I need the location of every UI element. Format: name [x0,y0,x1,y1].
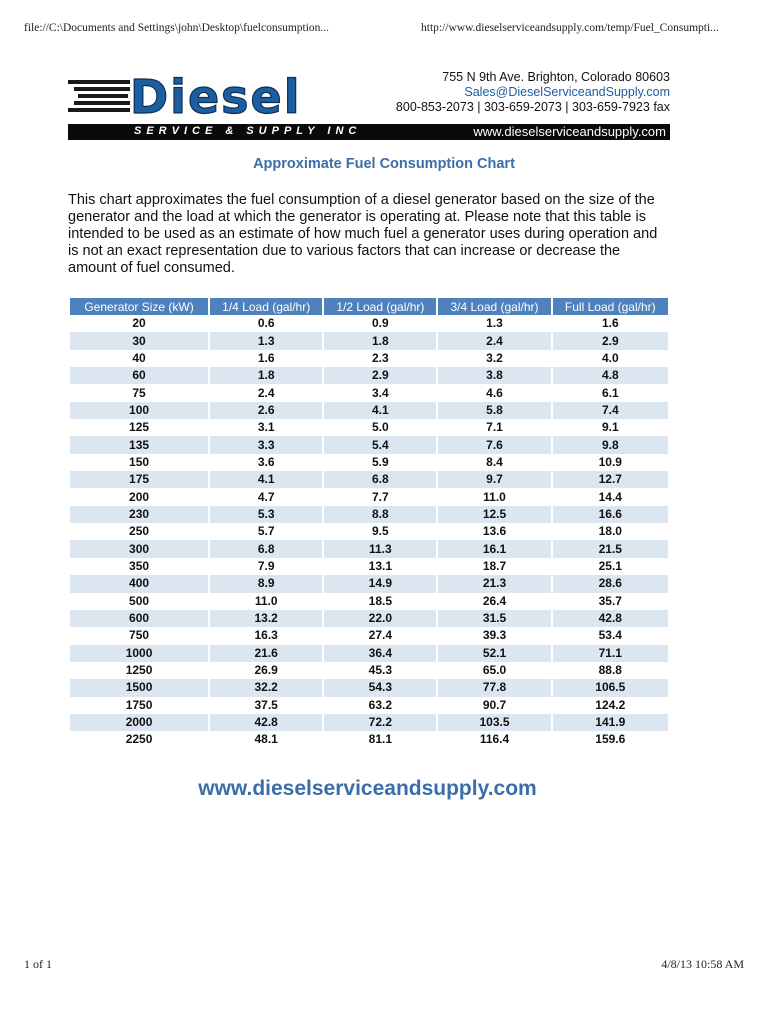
fuel-rate-cell: 5.7 [257,524,275,539]
generator-size-cell: 175 [70,471,208,488]
fuel-rate-cell: 81.1 [368,732,393,747]
table-header-row [70,298,668,315]
generator-size-cell: 20 [132,316,146,331]
table-row [70,454,668,471]
fuel-rate-cell: 88.8 [598,663,622,678]
fuel-rate-cell: 0.9 [372,316,389,331]
fuel-rate-cell: 7.6 [438,436,550,453]
generator-size-cell: 2250 [125,732,153,747]
generator-size-cell: 1250 [125,663,153,678]
fuel-rate-cell: 21.5 [553,540,668,557]
fuel-rate-cell: 1.3 [210,332,322,349]
fuel-rate-cell: 7.9 [257,558,275,573]
table-row [70,645,668,662]
fuel-rate-cell: 18.7 [482,558,507,573]
table-row [70,332,668,349]
company-tagline: SERVICE & SUPPLY INC [134,125,362,137]
fuel-rate-cell: 2.9 [553,332,668,349]
fuel-rate-cell: 3.4 [372,385,389,400]
generator-size-cell: 60 [70,367,208,384]
contact-block [396,70,670,115]
fuel-rate-cell: 37.5 [254,697,278,712]
table-row [70,679,668,696]
column-header: 1/2 Load (gal/hr) [324,298,436,315]
fuel-rate-cell: 18.0 [598,524,622,539]
fuel-rate-cell: 11.0 [254,593,278,608]
fuel-rate-cell: 25.1 [598,558,622,573]
fuel-rate-cell: 1.6 [257,350,275,365]
fuel-rate-cell: 7.4 [553,402,668,419]
table-row [70,471,668,488]
letterhead-bar [68,124,670,140]
fuel-rate-cell: 42.8 [210,714,322,731]
fuel-rate-cell: 8.4 [486,454,503,469]
fuel-rate-cell: 3.3 [210,436,322,453]
intro-paragraph: This chart approximates the fuel consumption of a diesel generator based on the size of the generator and the load at which the generator is operating at. Please note that this table is intended to be used as an estimate of how much fuel a generator uses during operation and is not an exact representation due to various factors that can increase or decrease the amount of fuel consumed. [68,192,658,276]
fuel-rate-cell: 6.8 [324,471,436,488]
fuel-rate-cell: 3.8 [438,367,550,384]
table-row [70,402,668,419]
fuel-rate-cell: 5.9 [372,454,389,469]
fuel-rate-cell: 116.4 [479,732,510,747]
generator-size-cell: 125 [129,420,150,435]
fuel-rate-cell: 13.1 [368,558,393,573]
fuel-rate-cell: 4.1 [210,471,322,488]
column-header: 1/4 Load (gal/hr) [210,298,322,315]
generator-size-cell: 250 [129,524,150,539]
generator-size-cell: 1500 [70,679,208,696]
fuel-rate-cell: 4.8 [553,367,668,384]
generator-size-cell: 230 [70,506,208,523]
fuel-rate-cell: 5.0 [372,420,389,435]
generator-size-cell: 2000 [70,714,208,731]
fuel-rate-cell: 1.8 [324,332,436,349]
table-row [70,384,668,401]
fuel-rate-cell: 14.4 [598,489,622,504]
company-website[interactable]: www.dieselserviceandsupply.com [473,124,666,139]
fuel-rate-cell: 2.9 [324,367,436,384]
diesel-logo [68,70,318,122]
company-address: 755 N 9th Ave. Brighton, Colorado 80603 [442,70,670,84]
print-datetime: 4/8/13 10:58 AM [661,957,744,971]
fuel-rate-cell: 2.4 [438,332,550,349]
print-header-file-path: file://C:\Documents and Settings\john\Desktop\fuelconsumption... [24,22,330,34]
table-row [70,662,668,679]
fuel-rate-cell: 2.6 [210,402,322,419]
generator-size-cell: 30 [70,332,208,349]
table-row [70,315,668,332]
fuel-rate-cell: 77.8 [438,679,550,696]
fuel-rate-cell: 22.0 [324,610,436,627]
column-header: Generator Size (kW) [70,298,208,315]
generator-size-cell: 1750 [125,697,153,712]
fuel-rate-cell: 1.6 [601,316,619,331]
table-row [70,731,668,748]
fuel-rate-cell: 26.4 [482,593,507,608]
logo-speed-lines [68,80,130,114]
fuel-rate-cell: 7.1 [486,420,503,435]
fuel-rate-cell: 65.0 [482,663,507,678]
fuel-rate-cell: 11.0 [483,489,506,504]
generator-size-cell: 150 [129,454,150,469]
generator-size-cell: 500 [129,593,150,608]
fuel-rate-cell: 9.1 [601,420,619,435]
fuel-consumption-table [68,298,670,749]
fuel-rate-cell: 4.6 [486,385,503,400]
fuel-rate-cell: 5.3 [210,506,322,523]
generator-size-cell: 600 [70,610,208,627]
fuel-rate-cell: 27.4 [368,628,393,643]
fuel-rate-cell: 8.9 [210,575,322,592]
fuel-rate-cell: 159.6 [595,732,626,747]
fuel-rate-cell: 3.1 [257,420,275,435]
fuel-rate-cell: 141.9 [553,714,668,731]
fuel-rate-cell: 3.6 [257,454,275,469]
fuel-rate-cell: 42.8 [553,610,668,627]
fuel-rate-cell: 21.3 [438,575,550,592]
generator-size-cell: 200 [129,489,150,504]
fuel-rate-cell: 10.9 [598,454,622,469]
fuel-rate-cell: 4.1 [324,402,436,419]
fuel-rate-cell: 72.2 [324,714,436,731]
generator-size-cell: 350 [129,558,150,573]
fuel-rate-cell: 5.4 [324,436,436,453]
table-row [70,575,668,592]
fuel-rate-cell: 4.0 [601,350,619,365]
letterhead [68,70,670,142]
fuel-rate-cell: 0.6 [257,316,275,331]
fuel-rate-cell: 16.3 [254,628,278,643]
fuel-rate-cell: 13.2 [210,610,322,627]
fuel-rate-cell: 18.5 [368,593,393,608]
fuel-rate-cell: 2.4 [257,385,275,400]
fuel-rate-cell: 26.9 [254,663,278,678]
fuel-rate-cell: 1.8 [210,367,322,384]
fuel-rate-cell: 31.5 [438,610,550,627]
fuel-rate-cell: 103.5 [438,714,550,731]
table-row [70,419,668,436]
fuel-rate-cell: 6.1 [601,385,619,400]
table-row [70,506,668,523]
fuel-rate-cell: 9.8 [553,436,668,453]
fuel-rate-cell: 11.3 [324,540,436,557]
fuel-rate-cell: 106.5 [553,679,668,696]
table-row [70,367,668,384]
fuel-rate-cell: 90.7 [482,697,507,712]
fuel-rate-cell: 14.9 [324,575,436,592]
table-row [70,558,668,575]
fuel-rate-cell: 39.3 [482,628,507,643]
fuel-rate-cell: 32.2 [210,679,322,696]
fuel-rate-cell: 63.2 [368,697,393,712]
table-row [70,610,668,627]
generator-size-cell: 300 [70,540,208,557]
generator-size-cell: 1000 [70,645,208,662]
generator-size-cell: 135 [70,436,208,453]
company-phones: 800-853-2073 | 303-659-2073 | 303-659-7923 fax [395,100,670,114]
column-header: Full Load (gal/hr) [553,298,668,315]
fuel-rate-cell: 9.7 [438,471,550,488]
fuel-rate-cell: 36.4 [324,645,436,662]
generator-size-cell: 75 [132,385,146,400]
generator-size-cell: 100 [70,402,208,419]
fuel-rate-cell: 2.3 [372,350,389,365]
table-row [70,540,668,557]
fuel-rate-cell: 71.1 [553,645,668,662]
fuel-rate-cell: 6.8 [210,540,322,557]
fuel-rate-cell: 9.5 [372,524,389,539]
fuel-rate-cell: 4.7 [257,489,275,504]
fuel-rate-cell: 12.7 [553,471,668,488]
fuel-rate-cell: 54.3 [324,679,436,696]
company-email[interactable]: Sales@DieselServiceandSupply.com [464,85,670,99]
table-row [70,436,668,453]
table-row [70,350,668,367]
fuel-rate-cell: 21.6 [210,645,322,662]
footer-website-link[interactable]: www.dieselserviceandsupply.com [198,777,537,800]
fuel-rate-cell: 45.3 [368,663,393,678]
fuel-rate-cell: 16.1 [438,540,550,557]
fuel-rate-cell: 28.6 [553,575,668,592]
fuel-rate-cell: 16.6 [553,506,668,523]
table-row [70,627,668,644]
generator-size-cell: 40 [132,350,146,365]
fuel-rate-cell: 48.1 [254,732,278,747]
table-row [70,697,668,714]
generator-size-cell: 750 [129,628,150,643]
table-row [70,593,668,610]
table-body [70,315,668,749]
column-header: 3/4 Load (gal/hr) [438,298,550,315]
fuel-rate-cell: 53.4 [598,628,622,643]
table-row [70,523,668,540]
page-number: 1 of 1 [24,957,52,971]
table-row [70,488,668,505]
generator-size-cell: 400 [70,575,208,592]
print-header-url: http://www.dieselserviceandsupply.com/temp/Fuel_Consumpti... [421,22,719,34]
fuel-rate-cell: 8.8 [324,506,436,523]
fuel-rate-cell: 13.6 [482,524,507,539]
fuel-rate-cell: 5.8 [438,402,550,419]
logo-wordmark: Diesel [130,70,302,124]
fuel-rate-cell: 7.7 [372,489,389,504]
fuel-rate-cell: 12.5 [438,506,550,523]
fuel-rate-cell: 52.1 [438,645,550,662]
table-row [70,714,668,731]
fuel-rate-cell: 35.7 [598,593,622,608]
fuel-rate-cell: 124.2 [595,697,626,712]
page-title: Approximate Fuel Consumption Chart [253,156,515,172]
fuel-rate-cell: 1.3 [486,316,503,331]
fuel-rate-cell: 3.2 [486,350,503,365]
